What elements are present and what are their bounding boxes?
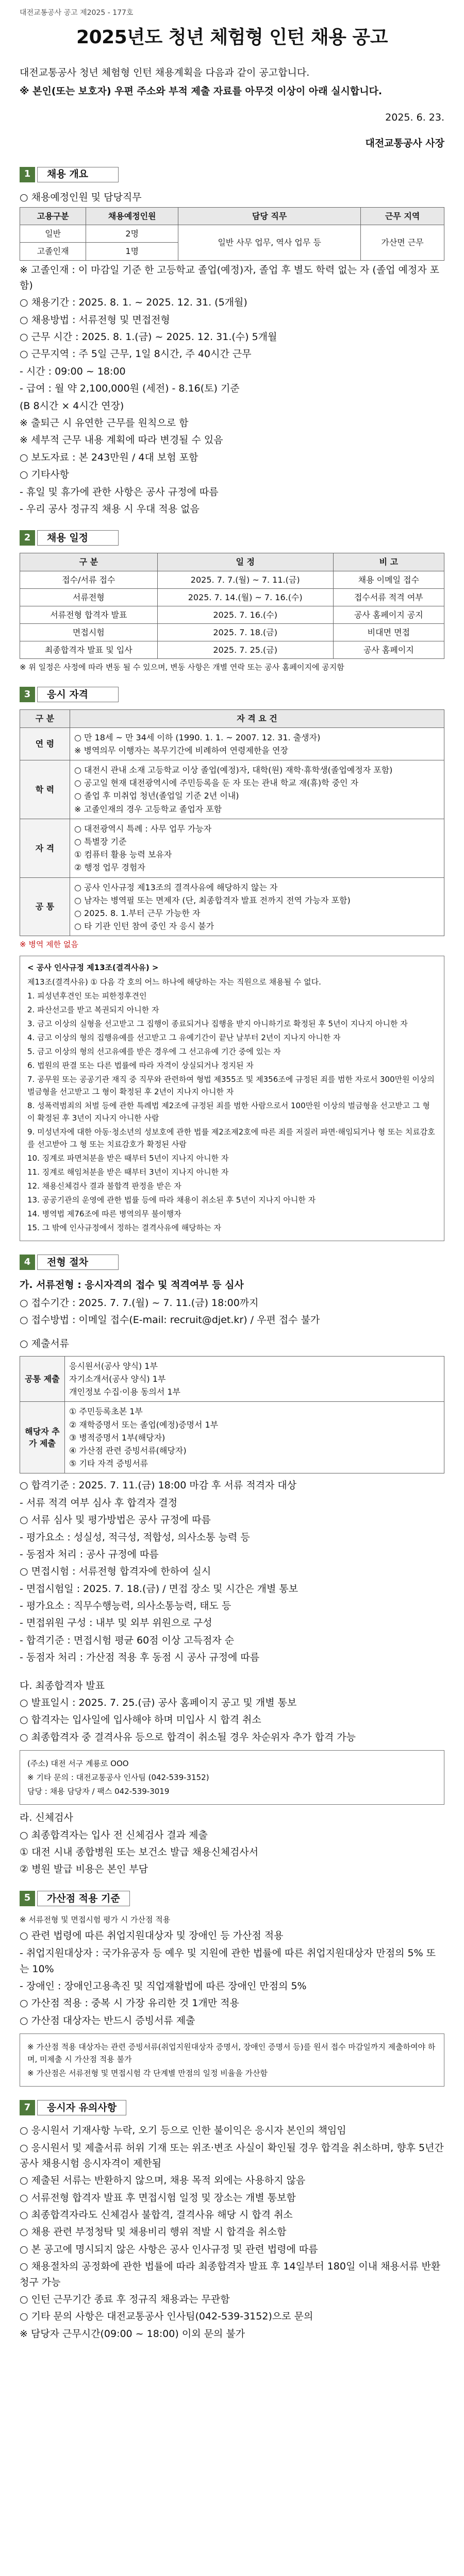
final-announcement-item: ○ 최종합격자 중 결격사유 등으로 합격이 취소될 경우 차순위자 추가 합격 가능 [20, 1731, 356, 1743]
disqualification-item: 제13조(결격사유) ① 다음 각 호의 어느 하나에 해당하는 자는 직원으로 채용될 수 없다. [27, 977, 321, 987]
table-cell [65, 1402, 444, 1473]
document-reference: 대전교통공사 공고 제2025 - 177호 [20, 9, 134, 17]
process-item: ○ 접수방법 : 이메일 접수(E-mail: recruit@djet.kr) / 우편 접수 불가 [20, 1314, 320, 1326]
bonus-item: - 취업지원대상자 : 국가유공자 등 예우 및 지원에 관한 법률에 따른 취업지원대상자 만점의 5% 또는 10% [20, 1947, 436, 1975]
table-cell: 공사 홈페이지 공지 [333, 606, 444, 623]
section-title: 응시 자격 [37, 687, 119, 702]
section-number: 5 [20, 1891, 35, 1906]
cell-line: 응시원서(공사 양식) 1부 [69, 1361, 158, 1371]
cell-line: ○ 공사 인사규정 제13조의 결격사유에 해당하지 않는 자 [74, 882, 278, 892]
overview-note: ※ 고졸인재 : 이 마감일 기준 한 고등학교 졸업(예정)자, 졸업 후 별도 학력 없는 자 (졸업 예정자 포함) [20, 264, 440, 291]
disqualification-item: 2. 파산선고를 받고 복권되지 아니한 자 [27, 1005, 159, 1015]
table-header: 일 정 [157, 553, 333, 571]
disqualification-item: 10. 징계로 파면처분을 받은 때부터 5년이 지나지 아니한 자 [27, 1154, 229, 1163]
table-row [20, 1356, 444, 1402]
table-cell [70, 819, 444, 877]
table-cell [70, 727, 444, 760]
section-header-schedule [20, 530, 444, 546]
section-number: 1 [20, 167, 35, 182]
disqualification-item: 15. 그 밖에 인사규정에서 정하는 결격사유에 해당하는 자 [27, 1223, 222, 1233]
section-title: 전형 절차 [37, 1255, 119, 1270]
table-row [20, 606, 444, 623]
table-header: 자 격 요 건 [70, 710, 444, 727]
overview-note: ○ 채용방법 : 서류전형 및 면접전형 [20, 314, 170, 326]
overview-note: ○ 근무 시간 : 2025. 8. 1.(금) ~ 2025. 12. 31.(수) 5개월 [20, 331, 277, 343]
row-label: 해당자 추가 제출 [20, 1402, 65, 1473]
table-cell: 일반 사무 업무, 역사 업무 등 [178, 225, 361, 260]
table-row [20, 819, 444, 877]
disqualification-item: 6. 법원의 판결 또는 다른 법률에 따라 자격이 상실되거나 정지된 자 [27, 1061, 254, 1071]
section-header-eligibility [20, 687, 444, 702]
table-cell: 2025. 7. 14.(월) ~ 7. 16.(수) [157, 588, 333, 606]
notice-signature: 대전교통공사 사장 [365, 138, 444, 149]
table-row [20, 727, 444, 760]
disqualification-item: 8. 성폭력범죄의 처벌 등에 관한 특례법 제2조에 규정된 죄를 범한 사람으로서 100만원 이상의 벌금형을 선고받고 그 형이 확정된 후 3년이 지나지 아니한 사람 [27, 1101, 430, 1123]
section-header-bonus [20, 1891, 444, 1906]
disqualification-item: 3. 금고 이상의 실형을 선고받고 그 집행이 종료되거나 집행을 받지 아니하기로 확정된 후 5년이 지나지 아니한 자 [27, 1019, 408, 1029]
table-cell: 2025. 7. 25.(금) [157, 641, 333, 659]
notice-item: ○ 채용절차의 공정화에 관한 법률에 따라 최종합격자 발표 후 14일부터 180일 이내 채용서류 반환 청구 가능 [20, 2261, 441, 2288]
cell-line: ※ 고졸인재의 경우 고등학교 졸업자 포함 [74, 804, 222, 814]
overview-note: - 급여 : 월 약 2,100,000원 (세전) - 8.16(토) 기준 [20, 383, 240, 395]
table-header: 고용구분 [20, 207, 86, 225]
table-cell: 1명 [86, 243, 178, 260]
table-row [20, 1402, 444, 1473]
notice-item: ○ 최종합격자라도 신체검사 불합격, 결격사유 해당 시 합격 취소 [20, 2209, 293, 2221]
process-item: ○ 접수기간 : 2025. 7. 7.(월) ~ 7. 11.(금) 18:00까지 [20, 1297, 259, 1309]
health-check-item: ② 병원 발급 비용은 본인 부담 [20, 1863, 148, 1875]
schedule-note: ※ 위 일정은 사정에 따라 변동 될 수 있으며, 변동 사항은 개별 연락 또는 공사 홈페이지에 공지함 [20, 663, 344, 672]
table-cell: 최종합격자 발표 및 입사 [20, 641, 158, 659]
cell-line: ① 주민등록초본 1부 [69, 1406, 143, 1417]
cell-line: ③ 병적증명서 1부(해당자) [69, 1432, 165, 1443]
disqualification-box [20, 956, 444, 1241]
process-item [20, 1329, 444, 1334]
cell-line: ⑤ 기타 자격 증빙서류 [69, 1459, 148, 1469]
section-number: 2 [20, 530, 35, 546]
overview-lead: ○ 채용예정인원 및 담당직무 [20, 191, 142, 203]
process-item: ○ 제출서류 [20, 1338, 70, 1350]
overview-note: ※ 출퇴근 시 유연한 근무를 원칙으로 함 [20, 417, 189, 429]
section-title: 채용 개요 [37, 167, 119, 182]
table-row [20, 588, 444, 606]
schedule-table [20, 553, 444, 659]
section-header-process [20, 1255, 444, 1270]
process-item: - 면접위원 구성 : 내부 및 외부 위원으로 구성 [20, 1617, 212, 1629]
final-announcement-item: ○ 발표일시 : 2025. 7. 25.(금) 공사 홈페이지 공고 및 개별 통보 [20, 1697, 297, 1709]
cell-line: 자기소개서(공사 양식) 1부 [69, 1374, 166, 1384]
notice-item: ○ 인턴 근무기간 종료 후 정규직 채용과는 무관함 [20, 2294, 230, 2306]
table-cell: 비대면 면접 [333, 624, 444, 641]
section-title: 응시자 유의사항 [37, 2100, 126, 2115]
cell-line: ○ 2025. 8. 1.부터 근무 가능한 자 [74, 908, 201, 918]
disqualification-item: 4. 금고 이상의 형의 집행유예를 선고받고 그 유예기간이 끝난 날부터 2년이 지나지 아니한 자 [27, 1033, 341, 1043]
disqualification-item: 5. 금고 이상의 형의 선고유예를 받은 경우에 그 선고유예 기간 중에 있는 자 [27, 1047, 281, 1057]
bonus-box-line: ※ 가산점은 서류전형 및 면접시험 각 단계별 만점의 일정 비율을 가산함 [27, 2069, 268, 2078]
disqualification-item: 13. 공공기관의 운영에 관한 법률 등에 따라 채용이 취소된 후 5년이 지나지 아니한 자 [27, 1195, 316, 1205]
bonus-item: ○ 가산점 적용 : 중복 시 가장 유리한 것 1개만 적용 [20, 1997, 239, 2009]
cell-line: ○ 공고일 현재 대전광역시에 주민등록을 둔 자 또는 관내 학교 재(휴)학 중인 자 [74, 778, 359, 788]
bonus-item: ○ 가산점 대상자는 반드시 증빙서류 제출 [20, 2014, 195, 2026]
process-item: - 서류 적격 여부 심사 후 합격자 결정 [20, 1497, 178, 1509]
notice-item: ○ 응시원서 및 제출서류 허위 기재 또는 위조·변조 사실이 확인될 경우 합격을 취소하며, 향후 5년간 공사 채용시험 응시자격이 제한됨 [20, 2142, 444, 2169]
cell-line: ○ 만 18세 ~ 만 34세 이하 (1990. 1. 1. ~ 2007. 12. 31. 출생자) [74, 732, 321, 742]
process-item: - 평가요소 : 성실성, 적극성, 적합성, 의사소통 능력 등 [20, 1531, 250, 1543]
section-title: 채용 일정 [37, 530, 119, 546]
row-label: 자 격 [20, 819, 70, 877]
notice-item: ○ 제출된 서류는 반환하지 않으며, 채용 목적 외에는 사용하지 않음 [20, 2175, 306, 2187]
overview-note: ○ 보도자료 : 본 243만원 / 4대 보험 포함 [20, 451, 198, 463]
cell-line: ※ 병역의무 이행자는 복무기간에 비례하여 연령제한을 연장 [74, 745, 288, 755]
table-row [20, 760, 444, 819]
process-item: ○ 면접시험 : 서류전형 합격자에 한하여 실시 [20, 1566, 211, 1578]
notice-item: ※ 담당자 근무시간(09:00 ~ 18:00) 이외 문의 불가 [20, 2328, 245, 2340]
health-check-item: ① 대전 시내 종합병원 또는 보건소 발급 채용신체검사서 [20, 1846, 259, 1858]
bonus-box-line: ※ 가산점 적용 대상자는 관련 증빙서류(취업지원대상자 증명서, 장애인 증명서 등)를 원서 접수 마감일까지 제출하여야 하며, 미제출 시 가산점 적용 불가 [27, 2042, 436, 2064]
section-number: 7 [20, 2100, 35, 2115]
table-header: 채용예정인원 [86, 207, 178, 225]
final-announcement-item: 다. 최종합격자 발표 [20, 1680, 105, 1691]
table-cell: 2명 [86, 225, 178, 243]
table-row [20, 877, 444, 936]
table-cell: 서류전형 합격자 발표 [20, 606, 158, 623]
overview-note: ○ 근무지역 : 주 5일 근무, 1일 8시간, 주 40시간 근무 [20, 348, 252, 360]
notice-item: ○ 채용 관련 부정청탁 및 채용비리 행위 적발 시 합격을 취소함 [20, 2226, 287, 2238]
overview-note: (B 8시간 × 4시간 연장) [20, 400, 124, 412]
table-header: 담당 직무 [178, 207, 361, 225]
notice-item: ○ 본 공고에 명시되지 않은 사항은 공사 인사규정 및 관련 법령에 따름 [20, 2243, 318, 2255]
row-label: 학 력 [20, 760, 70, 819]
table-cell [70, 877, 444, 936]
cell-line: ○ 대전광역시 특례 : 사무 업무 가능자 [74, 823, 212, 834]
section-number: 4 [20, 1255, 35, 1270]
table-cell: 서류전형 [20, 588, 158, 606]
final-announcement-item: ○ 합격자는 입사일에 입사해야 하며 미입사 시 합격 취소 [20, 1714, 261, 1726]
overview-table [20, 207, 444, 261]
page-title: 2025년도 청년 체험형 인턴 채용 공고 [76, 27, 388, 48]
table-cell: 채용 이메일 접수 [333, 571, 444, 588]
process-item: ○ 서류 심사 및 평가방법은 공사 규정에 따름 [20, 1514, 211, 1526]
eligibility-table [20, 709, 444, 936]
contact-line: (주소) 대전 서구 계룡로 OOO [27, 1759, 129, 1769]
table-cell [70, 760, 444, 819]
process-item: - 합격기준 : 면접시험 평균 60점 이상 고득점자 순 [20, 1634, 235, 1646]
intro-note: ※ 본인(또는 보호자) 우편 주소와 부적 제출 자료를 아무것 이상이 아래 실시합니다. [20, 86, 383, 97]
disqualification-item: 12. 채용신체검사 결과 불합격 판정을 받은 자 [27, 1181, 181, 1191]
cell-line: ○ 남자는 병역필 또는 면제자 (단, 최종합격자 발표 전까지 전역 가능자 포함) [74, 895, 351, 905]
overview-note: ○ 기타사항 [20, 469, 70, 481]
table-header: 구 분 [20, 553, 158, 571]
contact-line: ※ 기타 문의 : 대전교통공사 인사팀 (042-539-3152) [27, 1773, 209, 1783]
cell-line: ○ 타 기관 인턴 참여 중인 자 응시 불가 [74, 921, 214, 931]
overview-note: - 우리 공사 정규직 채용 시 우대 적용 없음 [20, 503, 200, 515]
table-cell: 가산면 근무 [361, 225, 444, 260]
cell-line: ② 재학증명서 또는 졸업(예정)증명서 1부 [69, 1419, 219, 1430]
table-cell: 면접시험 [20, 624, 158, 641]
process-item: ○ 합격기준 : 2025. 7. 11.(금) 18:00 마감 후 서류 적격자 대상 [20, 1480, 297, 1492]
disqualification-item: 11. 징계로 해임처분을 받은 때부터 3년이 지나지 아니한 자 [27, 1167, 229, 1177]
notice-item: ○ 기타 문의 사항은 대전교통공사 인사팀(042-539-3152)으로 문의 [20, 2311, 313, 2323]
table-cell [65, 1356, 444, 1402]
section-number: 3 [20, 687, 35, 702]
overview-note: ※ 세부적 근무 내용 계획에 따라 변경될 수 있음 [20, 434, 223, 446]
overview-notes [20, 262, 444, 517]
table-cell: 일반 [20, 225, 86, 243]
cell-line: 개인정보 수집·이용 동의서 1부 [69, 1387, 180, 1397]
cell-line: ② 행정 업무 경험자 [74, 862, 145, 873]
process-item: - 면접시험일 : 2025. 7. 18.(금) / 면접 장소 및 시간은 개별 통보 [20, 1583, 299, 1595]
process-item: - 평가요소 : 직무수행능력, 의사소통능력, 태도 등 [20, 1600, 231, 1612]
intro-text: 대전교통공사 청년 체험형 인턴 채용계획을 다음과 같이 공고합니다. [20, 66, 310, 78]
overview-note: - 휴일 및 휴가에 관한 사항은 공사 규정에 따름 [20, 486, 219, 498]
row-label: 공 통 [20, 877, 70, 936]
table-cell: 접수/서류 접수 [20, 571, 158, 588]
disqualification-item: 1. 피성년후견인 또는 피한정후견인 [27, 991, 147, 1001]
disqualification-item: 14. 병역법 제76조에 따른 병역의무 불이행자 [27, 1209, 181, 1219]
table-header: 구 분 [20, 710, 70, 727]
cell-line: ○ 대전시 관내 소재 고등학교 이상 졸업(예정)자, 대학(원) 재학·휴학생(졸업예정자 포함) [74, 765, 393, 775]
table-row [20, 641, 444, 659]
disqualification-item: 9. 미성년자에 대한 아동·청소년의 성보호에 관한 법률 제2조제2호에 따른 죄를 저질러 파면·해임되거나 형 또는 치료감호를 선고받아 그 형 또는 치료감호가 확정된 사람 [27, 1127, 435, 1149]
table-header: 근무 지역 [361, 207, 444, 225]
table-cell: 2025. 7. 18.(금) [157, 624, 333, 641]
table-row [20, 225, 444, 243]
contact-box [20, 1750, 444, 1805]
table-header: 비 고 [333, 553, 444, 571]
health-check-item: ○ 최종합격자는 입사 전 신체검사 결과 제출 [20, 1829, 208, 1841]
bonus-lead: ※ 서류전형 및 면접시험 평가 시 가산점 적용 [20, 1914, 171, 1924]
table-cell: 2025. 7. 7.(월) ~ 7. 11.(금) [157, 571, 333, 588]
table-row [20, 571, 444, 588]
section-header-notice [20, 2100, 444, 2115]
notice-item: ○ 응시원서 기재사항 누락, 오기 등으로 인한 불이익은 응시자 본인의 책임임 [20, 2125, 346, 2137]
section-title: 가산점 적용 기준 [37, 1891, 130, 1906]
process-lead: 가. 서류전형 : 응시자격의 접수 및 적격여부 등 심사 [20, 1279, 244, 1291]
cell-line: ① 컴퓨터 활용 능력 보유자 [74, 850, 172, 860]
table-row [20, 624, 444, 641]
contact-line: 담당 : 채용 담당자 / 팩스 042-539-3019 [27, 1787, 170, 1797]
cell-line: ○ 졸업 후 미취업 청년(졸업일 기준 2년 이내) [74, 791, 239, 801]
process-item: - 동점자 처리 : 공사 규정에 따름 [20, 1548, 159, 1560]
health-check-item: 라. 신체검사 [20, 1812, 73, 1824]
disqualification-item: 7. 공무원 또는 공공기관 재직 중 직무와 관련하여 형법 제355조 및 제356조에 규정된 죄를 범한 자로서 300만원 이상의 벌금형을 선고받고 그 형이 확정된 후 2년이 지나지 아니한 자 [27, 1075, 435, 1097]
bonus-intro: ○ 관련 법령에 따른 취업지원대상자 및 장애인 등 가산점 적용 [20, 1929, 284, 1941]
cell-line: ○ 특별장 기준 [74, 836, 127, 846]
box-title: < 공사 인사규정 제13조(결격사유) > [27, 963, 159, 973]
bonus-box [20, 2033, 444, 2087]
table-cell: 공사 홈페이지 [333, 641, 444, 659]
row-label: 연 령 [20, 727, 70, 760]
row-label: 공통 제출 [20, 1356, 65, 1402]
table-cell: 2025. 7. 16.(수) [157, 606, 333, 623]
table-cell: 접수서류 적격 여부 [333, 588, 444, 606]
section-header-overview [20, 167, 444, 182]
overview-note: ○ 채용기간 : 2025. 8. 1. ~ 2025. 12. 31. (5개월) [20, 297, 247, 309]
table-cell: 고졸인재 [20, 243, 86, 260]
documents-table [20, 1356, 444, 1474]
notice-date: 2025. 6. 23. [385, 111, 444, 123]
cell-line: ④ 가산점 관련 증빙서류(해당자) [69, 1445, 187, 1455]
notice-item: ○ 서류전형 합격자 발표 후 면접시험 일정 및 장소는 개별 통보함 [20, 2192, 296, 2204]
eligibility-note: ※ 병역 제한 없음 [20, 940, 78, 950]
process-item: - 동점자 처리 : 가산점 적용 후 동점 시 공사 규정에 따름 [20, 1652, 260, 1664]
overview-note: - 시간 : 09:00 ~ 18:00 [20, 365, 126, 377]
bonus-item: - 장애인 : 장애인고용촉진 및 직업재활법에 따른 장애인 만점의 5% [20, 1980, 307, 1992]
